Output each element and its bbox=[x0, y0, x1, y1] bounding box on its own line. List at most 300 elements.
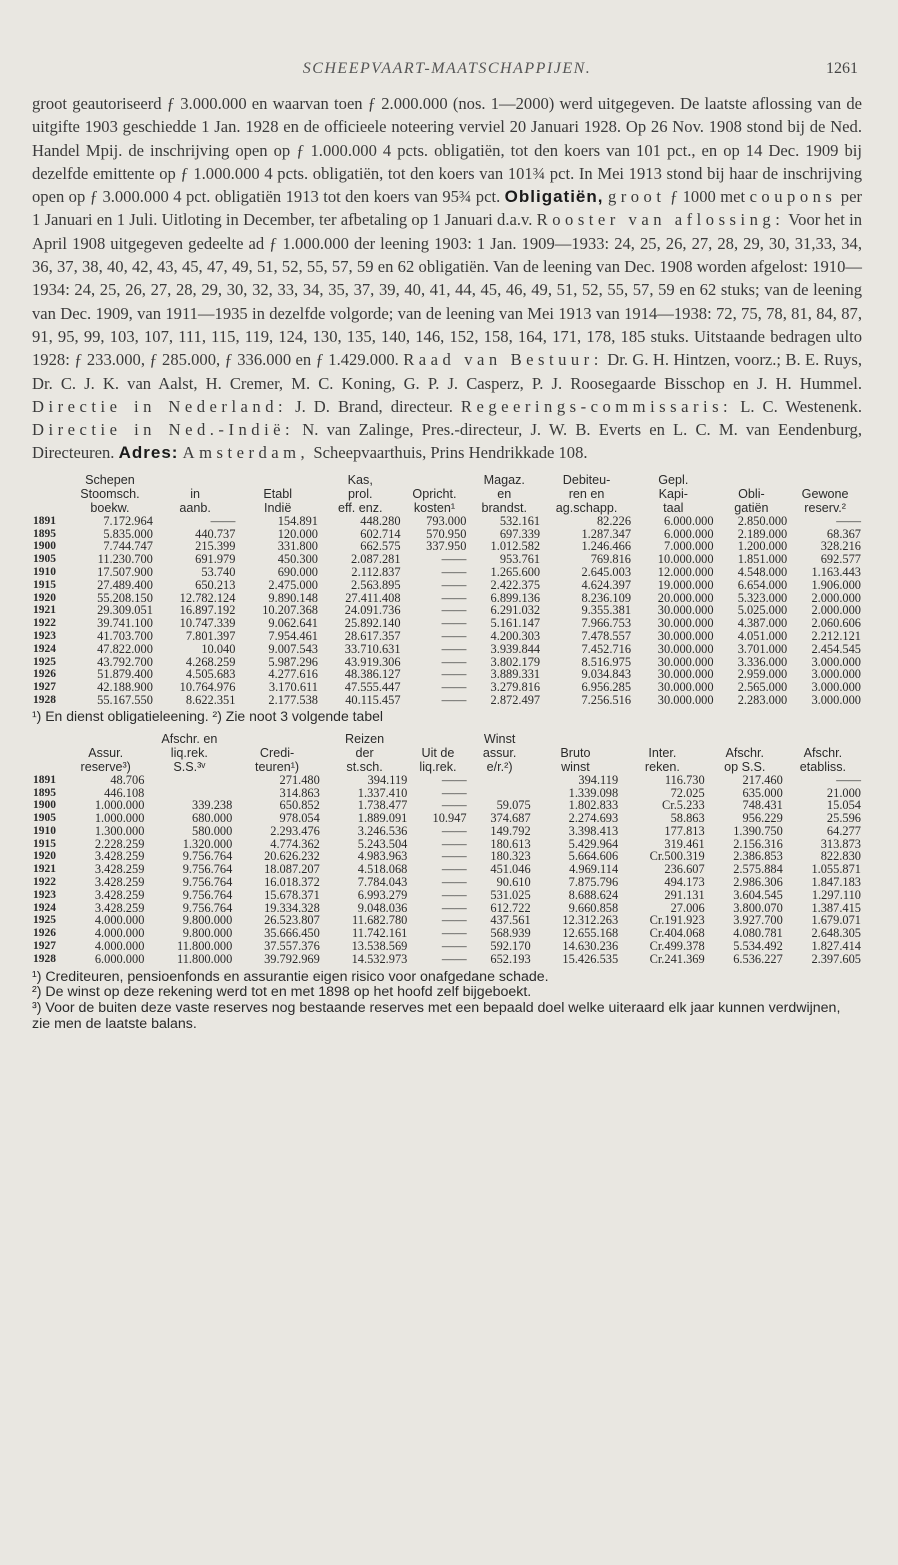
column-header bbox=[32, 760, 66, 774]
column-header: teuren¹) bbox=[255, 759, 300, 774]
value-cell: —— bbox=[441, 667, 467, 682]
value-cell: 30.000.000 bbox=[657, 616, 714, 631]
value-cell: 1.851.000 bbox=[737, 552, 788, 567]
value-cell: 43.919.306 bbox=[344, 654, 401, 669]
year-cell: 1915 bbox=[33, 578, 56, 591]
value-cell: 82.226 bbox=[596, 513, 632, 528]
value-cell: 568.939 bbox=[490, 926, 531, 941]
value-cell: 9.355.381 bbox=[581, 603, 632, 618]
value-cell: 3.802.179 bbox=[490, 654, 541, 669]
value-cell: 47.822.000 bbox=[97, 641, 153, 656]
column-header: winst bbox=[561, 759, 590, 774]
value-cell: 6.899.136 bbox=[490, 590, 541, 605]
table-row bbox=[32, 812, 862, 825]
value-cell: 7.801.397 bbox=[185, 628, 236, 643]
value-cell: 30.000.000 bbox=[657, 692, 714, 707]
value-cell: 2.872.497 bbox=[490, 692, 541, 707]
column-header: kosten¹ bbox=[413, 500, 456, 515]
value-cell: 39.792.969 bbox=[264, 951, 320, 966]
value-cell: 331.800 bbox=[277, 539, 318, 554]
value-cell: —— bbox=[441, 836, 467, 851]
text-run: per 1 Januari en 1 Juli. Uitloting in December, ter afbetaling op 1 Januari d.a.v. bbox=[32, 187, 862, 230]
table-row bbox=[32, 643, 862, 656]
value-cell: 4.080.781 bbox=[733, 926, 783, 941]
value-cell: —— bbox=[441, 641, 467, 656]
value-cell: 30.000.000 bbox=[657, 654, 714, 669]
value-cell: 236.607 bbox=[664, 862, 705, 877]
year-cell: 1926 bbox=[33, 668, 56, 681]
value-cell: 3.428.259 bbox=[94, 900, 145, 915]
column-header: Schepen bbox=[85, 472, 135, 487]
column-header bbox=[32, 487, 66, 501]
column-header: e/r.²) bbox=[486, 759, 513, 774]
footnote: ¹) Crediteuren, pensioenfonds en assurantie eigen risico voor onafgedane schade. bbox=[32, 968, 549, 985]
value-cell: —— bbox=[441, 616, 467, 631]
column-header bbox=[532, 732, 620, 746]
page-number: 1261 bbox=[826, 60, 858, 77]
text-run: Dr. G. H. Hintzen, voorz.; B. E. Ruys, Dr. C. J. K. van Aalst, H. Cremer, M. C. Koning, G. P. J. Casperz, P. J. Roosegaarde Bisschop en J. H. Hummel. bbox=[32, 350, 862, 393]
year-cell: 1924 bbox=[33, 642, 56, 655]
column-header: Opricht. bbox=[412, 486, 457, 501]
value-cell: 1.802.833 bbox=[568, 798, 619, 813]
value-cell: 2.397.605 bbox=[811, 951, 861, 966]
value-cell: 1.297.110 bbox=[811, 887, 861, 902]
value-cell: 120.000 bbox=[277, 526, 318, 541]
year-cell: 1910 bbox=[33, 565, 56, 578]
table-row bbox=[32, 630, 862, 643]
value-cell: 2.475.000 bbox=[268, 577, 318, 592]
footnote: ³) Voor de buiten deze vaste reserves nog bestaande reserves met een bepaald doel welke uiteraard elk jaar kunnen verdwijnen, zie men de laatste balans. bbox=[32, 1000, 841, 1033]
value-cell: 20.000.000 bbox=[657, 590, 714, 605]
value-cell: 1.679.071 bbox=[811, 913, 861, 928]
year-cell: 1924 bbox=[33, 901, 56, 914]
value-cell: 2.212.121 bbox=[811, 628, 861, 643]
table-row bbox=[32, 579, 862, 592]
value-cell: 10.764.976 bbox=[179, 680, 236, 695]
value-cell: —— bbox=[441, 939, 467, 954]
text-run: N. van Zalinge, Pres.-directeur, J. W. B. Everts en L. C. M. van Eendenburg, Directeuren. bbox=[32, 420, 862, 463]
value-cell: 1.339.098 bbox=[568, 785, 619, 800]
value-cell: 4.969.114 bbox=[569, 862, 619, 877]
value-cell: —— bbox=[441, 603, 467, 618]
value-cell: —— bbox=[441, 680, 467, 695]
table-header-row bbox=[32, 760, 862, 774]
table-row bbox=[32, 825, 862, 838]
value-cell: 12.782.124 bbox=[179, 590, 236, 605]
value-cell: 4.000.000 bbox=[94, 926, 145, 941]
value-cell: 691.979 bbox=[195, 552, 236, 567]
value-cell: 328.216 bbox=[820, 539, 861, 554]
value-cell: 3.701.000 bbox=[737, 641, 788, 656]
year-cell: 1900 bbox=[33, 799, 56, 812]
value-cell: 217.460 bbox=[742, 772, 783, 787]
value-cell: 149.792 bbox=[490, 823, 531, 838]
value-cell: 953.761 bbox=[499, 552, 541, 567]
table-row bbox=[32, 515, 862, 528]
value-cell: 1.827.414 bbox=[811, 939, 861, 954]
value-cell: 2.228.259 bbox=[94, 836, 145, 851]
value-cell: 978.054 bbox=[279, 811, 320, 826]
column-header bbox=[715, 473, 789, 487]
value-cell: 4.518.068 bbox=[357, 862, 408, 877]
value-cell: 532.161 bbox=[499, 513, 541, 528]
value-cell: 7.784.043 bbox=[357, 875, 408, 890]
value-cell: 14.630.236 bbox=[562, 939, 619, 954]
value-cell: —— bbox=[441, 887, 467, 902]
value-cell: 4.387.000 bbox=[737, 616, 788, 631]
year-cell: 1928 bbox=[33, 693, 56, 706]
value-cell: 6.000.000 bbox=[94, 951, 145, 966]
value-cell: —— bbox=[836, 513, 861, 528]
value-cell: 19.334.328 bbox=[264, 900, 320, 915]
value-cell: 6.956.285 bbox=[581, 680, 632, 695]
value-cell: 448.280 bbox=[360, 513, 401, 528]
value-cell: 2.565.000 bbox=[737, 680, 788, 695]
value-cell: 2.112.837 bbox=[351, 564, 401, 579]
year-cell: 1895 bbox=[33, 527, 56, 540]
running-head bbox=[32, 56, 862, 92]
column-header: liq.rek. bbox=[419, 759, 457, 774]
value-cell: 3.000.000 bbox=[811, 692, 861, 707]
column-header: op S.S. bbox=[724, 759, 766, 774]
value-cell: 2.454.545 bbox=[811, 641, 861, 656]
value-cell: 9.890.148 bbox=[268, 590, 318, 605]
value-cell: 3.604.545 bbox=[733, 887, 783, 902]
value-cell: 2.422.375 bbox=[490, 577, 541, 592]
year-cell: 1905 bbox=[33, 812, 56, 825]
value-cell: 48.706 bbox=[110, 772, 145, 787]
bold-heading: Obligatiën, bbox=[504, 187, 604, 207]
running-title: SCHEEPVAART-MAATSCHAPPIJEN. bbox=[302, 60, 592, 77]
value-cell: 53.740 bbox=[201, 564, 236, 579]
value-cell: 769.816 bbox=[590, 552, 632, 567]
value-cell: 29.309.051 bbox=[97, 603, 153, 618]
value-cell: 116.730 bbox=[664, 772, 705, 787]
value-cell: 30.000.000 bbox=[657, 641, 714, 656]
year-cell: 1928 bbox=[33, 952, 56, 965]
value-cell: 42.188.900 bbox=[97, 680, 153, 695]
value-cell: 7.452.716 bbox=[581, 641, 632, 656]
value-cell: 374.687 bbox=[490, 811, 531, 826]
value-cell: 2.575.884 bbox=[733, 862, 783, 877]
value-cell: —— bbox=[441, 772, 467, 787]
value-cell: 5.835.000 bbox=[103, 526, 153, 541]
column-header bbox=[706, 732, 784, 746]
value-cell: 9.034.843 bbox=[581, 667, 632, 682]
spaced-heading: Raad van Bestuur: bbox=[403, 350, 603, 370]
value-cell: 3.428.259 bbox=[94, 862, 145, 877]
year-cell: 1927 bbox=[33, 681, 56, 694]
value-cell: 90.610 bbox=[496, 875, 531, 890]
value-cell: 451.046 bbox=[490, 862, 531, 877]
value-cell: 5.161.147 bbox=[490, 616, 541, 631]
value-cell: 6.993.279 bbox=[357, 887, 408, 902]
value-cell: —— bbox=[441, 951, 467, 966]
value-cell: 59.075 bbox=[496, 798, 531, 813]
value-cell: —— bbox=[836, 772, 861, 787]
value-cell: 7.000.000 bbox=[664, 539, 714, 554]
year-cell: 1920 bbox=[33, 591, 56, 604]
value-cell: 26.523.807 bbox=[264, 913, 320, 928]
value-cell: 8.236.109 bbox=[581, 590, 632, 605]
value-cell: 40.115.457 bbox=[345, 692, 401, 707]
value-cell: 4.774.362 bbox=[270, 836, 320, 851]
value-cell: 2.850.000 bbox=[737, 513, 788, 528]
table-row bbox=[32, 953, 862, 966]
value-cell: 592.170 bbox=[490, 939, 531, 954]
value-cell: 2.648.305 bbox=[811, 926, 861, 941]
value-cell: 9.756.764 bbox=[182, 875, 233, 890]
column-header: reken. bbox=[644, 759, 680, 774]
profit-table-notes bbox=[32, 970, 862, 1033]
value-cell: 7.966.753 bbox=[581, 616, 632, 631]
column-header: Bruto bbox=[560, 745, 591, 760]
value-cell: 394.119 bbox=[578, 772, 619, 787]
column-header: Kapi- bbox=[658, 486, 688, 501]
value-cell: 12.000.000 bbox=[657, 564, 714, 579]
year-cell: 1915 bbox=[33, 837, 56, 850]
value-cell: 2.645.003 bbox=[581, 564, 632, 579]
column-header: Stoomsch. bbox=[80, 486, 140, 501]
value-cell: 337.950 bbox=[426, 539, 467, 554]
value-cell: 662.575 bbox=[360, 539, 401, 554]
value-cell: 68.367 bbox=[826, 526, 861, 541]
value-cell: 319.461 bbox=[664, 836, 705, 851]
column-header: eff. enz. bbox=[337, 500, 383, 515]
value-cell: —— bbox=[441, 577, 467, 592]
text-run: Scheepvaarthuis, Prins Hendrikkade 108. bbox=[309, 443, 588, 463]
column-header: der bbox=[355, 745, 374, 760]
value-cell: 1.246.466 bbox=[581, 539, 632, 554]
column-header: taal bbox=[663, 500, 684, 515]
value-cell: 9.660.858 bbox=[568, 900, 619, 915]
value-cell: —— bbox=[441, 590, 467, 605]
value-cell: 2.283.000 bbox=[737, 692, 788, 707]
year-cell: 1922 bbox=[33, 617, 56, 630]
value-cell: 10.947 bbox=[432, 811, 467, 826]
value-cell: 9.756.764 bbox=[182, 862, 233, 877]
value-cell: Cr.500.319 bbox=[649, 849, 705, 864]
value-cell: 1.265.600 bbox=[490, 564, 541, 579]
text-run: L. C. Westenenk. bbox=[732, 396, 863, 416]
value-cell: 215.399 bbox=[195, 539, 236, 554]
value-cell: 7.954.461 bbox=[268, 628, 318, 643]
value-cell: 6.000.000 bbox=[664, 513, 714, 528]
value-cell: 314.863 bbox=[279, 785, 320, 800]
column-header: Debiteu- bbox=[562, 472, 611, 487]
value-cell: 748.431 bbox=[742, 798, 783, 813]
value-cell: 494.173 bbox=[664, 875, 705, 890]
value-cell: 13.538.569 bbox=[351, 939, 408, 954]
value-cell bbox=[145, 774, 233, 787]
value-cell: 9.062.641 bbox=[268, 616, 318, 631]
value-cell: 680.000 bbox=[192, 811, 233, 826]
value-cell: 635.000 bbox=[742, 785, 783, 800]
value-cell: 1.337.410 bbox=[357, 785, 408, 800]
value-cell: 4.277.616 bbox=[268, 667, 318, 682]
column-header bbox=[788, 473, 862, 487]
value-cell: 2.274.693 bbox=[568, 811, 619, 826]
year-cell: 1923 bbox=[33, 629, 56, 642]
value-cell: —— bbox=[441, 552, 467, 567]
value-cell: 1.320.000 bbox=[182, 836, 233, 851]
column-header: Assur. bbox=[88, 745, 124, 760]
text-run: ƒ 1000 met bbox=[665, 187, 750, 207]
value-cell: 394.119 bbox=[367, 772, 408, 787]
value-cell: 3.428.259 bbox=[94, 887, 145, 902]
year-cell: 1891 bbox=[33, 773, 56, 786]
column-header: Gewone bbox=[801, 486, 849, 501]
value-cell: 339.238 bbox=[192, 798, 233, 813]
year-cell: 1927 bbox=[33, 940, 56, 953]
text-run: Voor het in April 1908 uitgegeven gedeelte ad ƒ 1.000.000 der leening 1903: 1 Jan. 1909—1933: 24, 25, 26, 27, 28, 29, 30, 31,33, 34, 36, 37, 38, 40, 42, 43, 45, 47, 49, 51, 52, 55, 57, 59 en 62 obligatiën. Van de leening van Dec. 1908 worden afgelost: 1910—1934: 24, 25, 26, 27, 28, 29, 30, 32, 33, 34, 35, 37, 39, 40, 41, 44, 45, 46, 49, 51, 52, 55, 57, 59 en 62 stuks; van de leening van Dec. 1909, van 1911—1935 in dezelfde volgorde; van de leening van Mei 1913 van 1914—1938: 72, 75, 78, 81, 84, 87, 91, 95, 99, 103, 107, 111, 115, 119, 124, 130, 135, 140, 146, 152, 158, 164, 171, 178, 185 stuks. Uitstaande bedragen ulto 1928: ƒ 233.000, ƒ 285.000, ƒ 336.000 en ƒ 1.429.000. bbox=[32, 210, 863, 370]
table-header-row bbox=[32, 501, 862, 515]
column-header: st.sch. bbox=[346, 759, 383, 774]
column-header bbox=[32, 501, 66, 515]
column-header bbox=[233, 732, 321, 746]
bold-heading: Adres: bbox=[118, 443, 179, 463]
value-cell bbox=[468, 774, 532, 787]
value-cell: 48.386.127 bbox=[344, 667, 401, 682]
value-cell: 39.741.100 bbox=[97, 616, 153, 631]
value-cell: 177.813 bbox=[664, 823, 705, 838]
value-cell: 9.800.000 bbox=[182, 913, 233, 928]
value-cell: 20.626.232 bbox=[264, 849, 320, 864]
spaced-heading: coupons bbox=[749, 187, 837, 207]
year-cell: 1900 bbox=[33, 540, 56, 553]
year-cell: 1921 bbox=[33, 604, 56, 617]
value-cell: 14.532.973 bbox=[351, 951, 408, 966]
value-cell: 1.000.000 bbox=[94, 811, 145, 826]
value-cell: 612.722 bbox=[490, 900, 531, 915]
value-cell: 3.428.259 bbox=[94, 849, 145, 864]
footnote: ²) De winst op deze rekening werd tot en met 1898 op het hoofd zelf bijgeboekt. bbox=[32, 984, 532, 1001]
value-cell: 55.167.550 bbox=[97, 692, 153, 707]
value-cell: 2.563.895 bbox=[350, 577, 401, 592]
value-cell: 15.426.535 bbox=[562, 951, 619, 966]
column-header: Obli- bbox=[738, 486, 765, 501]
column-header bbox=[154, 473, 237, 487]
value-cell: 15.054 bbox=[826, 798, 861, 813]
column-header bbox=[32, 473, 66, 487]
value-cell: 154.891 bbox=[277, 513, 318, 528]
value-cell: 580.000 bbox=[192, 823, 233, 838]
value-cell: 9.756.764 bbox=[182, 900, 233, 915]
value-cell: 64.277 bbox=[826, 823, 861, 838]
table-header-row bbox=[32, 473, 862, 487]
value-cell: —— bbox=[441, 628, 467, 643]
value-cell: —— bbox=[441, 823, 467, 838]
text-run: J. D. Brand, directeur. bbox=[287, 396, 461, 416]
value-cell: 3.279.816 bbox=[490, 680, 541, 695]
value-cell: 6.000.000 bbox=[664, 526, 714, 541]
column-header: prol. bbox=[348, 486, 373, 501]
value-cell: 37.557.376 bbox=[264, 939, 320, 954]
value-cell: 1.738.477 bbox=[357, 798, 408, 813]
value-cell: 1.387.415 bbox=[811, 900, 861, 915]
column-header: Magaz. bbox=[483, 472, 525, 487]
spaced-heading: Regeerings-commissaris: bbox=[460, 396, 733, 416]
value-cell: 7.478.557 bbox=[581, 628, 632, 643]
column-header bbox=[32, 746, 66, 760]
column-header: Gepl. bbox=[658, 472, 689, 487]
value-cell: 2.189.000 bbox=[737, 526, 788, 541]
table-row bbox=[32, 694, 862, 707]
value-cell: 4.000.000 bbox=[94, 913, 145, 928]
year-cell: 1925 bbox=[33, 914, 56, 927]
value-cell: 30.000.000 bbox=[657, 667, 714, 682]
value-cell: 1.847.183 bbox=[811, 875, 861, 890]
value-cell: 3.336.000 bbox=[737, 654, 788, 669]
value-cell: —— bbox=[441, 692, 467, 707]
value-cell: 313.873 bbox=[820, 836, 861, 851]
value-cell: 3.000.000 bbox=[811, 680, 861, 695]
value-cell: 6.654.000 bbox=[737, 577, 788, 592]
value-cell: 3.800.070 bbox=[733, 900, 783, 915]
value-cell: 4.983.963 bbox=[357, 849, 408, 864]
spaced-heading: Rooster van aflossing: bbox=[536, 210, 785, 230]
value-cell: 24.091.736 bbox=[344, 603, 401, 618]
value-cell: 58.863 bbox=[670, 811, 705, 826]
value-cell: 10.747.339 bbox=[179, 616, 236, 631]
column-header: Reizen bbox=[344, 731, 385, 746]
table-row bbox=[32, 876, 862, 889]
column-header: assur. bbox=[482, 745, 517, 760]
table-row bbox=[32, 681, 862, 694]
value-cell: 3.927.700 bbox=[733, 913, 783, 928]
value-cell: 5.534.492 bbox=[733, 939, 783, 954]
value-cell: 2.156.316 bbox=[733, 836, 783, 851]
year-cell: 1905 bbox=[33, 553, 56, 566]
column-header: etabliss. bbox=[799, 759, 846, 774]
column-header bbox=[619, 732, 705, 746]
table-header-row bbox=[32, 746, 862, 760]
value-cell: 11.742.161 bbox=[352, 926, 408, 941]
value-cell: —— bbox=[441, 785, 467, 800]
year-cell: 1926 bbox=[33, 927, 56, 940]
value-cell: 822.830 bbox=[820, 849, 861, 864]
value-cell: 4.200.303 bbox=[490, 628, 541, 643]
spaced-heading: Amsterdam, bbox=[182, 443, 310, 463]
value-cell: 650.852 bbox=[279, 798, 320, 813]
column-header bbox=[32, 732, 66, 746]
value-cell: 7.256.516 bbox=[581, 692, 632, 707]
value-cell: —— bbox=[441, 564, 467, 579]
table-row bbox=[32, 940, 862, 953]
value-cell: 1.889.091 bbox=[357, 811, 408, 826]
value-cell: 7.744.747 bbox=[103, 539, 153, 554]
value-cell: 55.208.150 bbox=[97, 590, 153, 605]
year-cell: 1921 bbox=[33, 863, 56, 876]
value-cell: 8.516.975 bbox=[581, 654, 632, 669]
value-cell: 9.756.764 bbox=[182, 849, 233, 864]
column-header bbox=[66, 732, 145, 746]
value-cell: 27.411.408 bbox=[345, 590, 401, 605]
value-cell: 33.710.631 bbox=[344, 641, 401, 656]
column-header: ren en bbox=[568, 486, 605, 501]
table-row bbox=[32, 774, 862, 787]
column-header: Indië bbox=[264, 500, 292, 515]
profit-table bbox=[32, 732, 862, 966]
value-cell: 16.897.192 bbox=[179, 603, 236, 618]
value-cell: 4.051.000 bbox=[737, 628, 788, 643]
value-cell: 690.000 bbox=[277, 564, 318, 579]
value-cell: 9.048.036 bbox=[357, 900, 408, 915]
value-cell: 11.230.700 bbox=[97, 552, 153, 567]
value-cell: 1.300.000 bbox=[94, 823, 145, 838]
year-cell: 1895 bbox=[33, 786, 56, 799]
value-cell: 1.390.750 bbox=[733, 823, 783, 838]
